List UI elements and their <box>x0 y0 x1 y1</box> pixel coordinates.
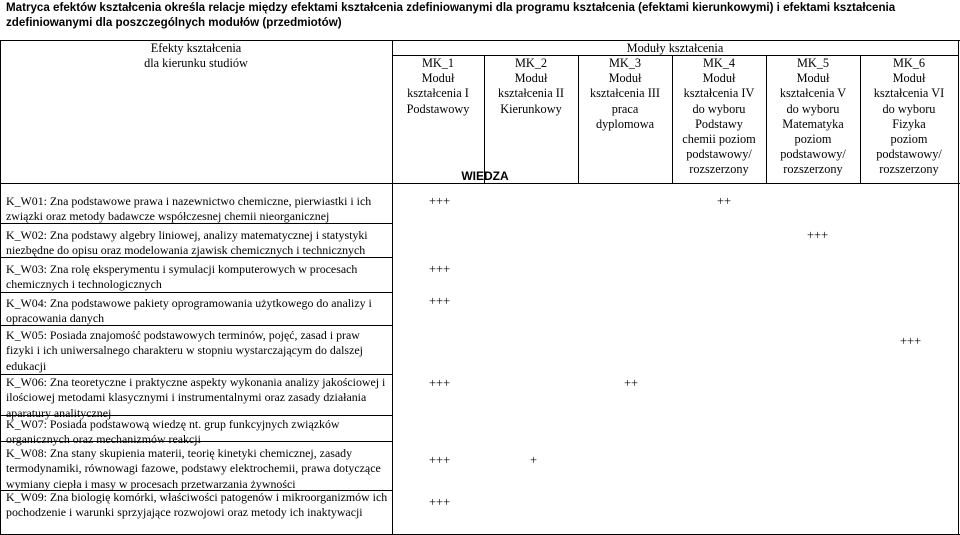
module-header-mk4: MK_4 Moduł kształcenia IV do wyboru Podstawy chemii poziom podstawowy/ rozszerzony <box>682 56 756 177</box>
mark-kw02-mk5: +++ <box>807 228 829 242</box>
mark-kw06-mk2: ++ <box>624 376 639 390</box>
mark-kw05-mk6: +++ <box>900 334 922 348</box>
mark-kw01-mk4: ++ <box>717 194 732 208</box>
effect-kw03: K_W03: Zna rolę eksperymentu i symulacji komputerowych w procesach chemicznych i technologicznych <box>6 262 358 292</box>
module-header-mk1: MK_1 Moduł kształcenia I Podstawowy <box>406 56 470 116</box>
mark-kw08-mk2: + <box>530 453 538 467</box>
module-header-mk3: MK_3 Moduł kształcenia III praca dyplomowa <box>590 56 660 131</box>
mark-kw09-mk1: +++ <box>429 495 451 509</box>
effect-kw04: K_W04: Zna podstawowe pakiety oprogramowania użytkowego do analizy i opracowania danych <box>6 296 372 326</box>
effect-kw06: K_W06: Zna teoretyczne i praktyczne aspekty wykonania analizy jakościowej i ilościowej metodami klasycznymi i instrumentalnymi oraz zasady działania aparatury analitycznej <box>6 375 386 420</box>
effect-kw01: K_W01: Zna podstawowe prawa i nazewnictwo chemiczne, pierwiastki i ich związki oraz metody badawcze współczesnej chemii nieorganicznej <box>6 194 372 224</box>
effect-kw02: K_W02: Zna podstawy algebry liniowej, analizy matematycznej i statystyki niezbędne do opisu oraz modelowania zjawisk chemicznych i technicznych <box>6 228 368 258</box>
effects-column-header: Efekty kształcenia dla kierunku studiów <box>144 41 248 71</box>
mark-kw01-mk1: +++ <box>429 194 451 208</box>
wiedza-label: WIEDZA <box>461 169 509 183</box>
mark-kw06-mk1: +++ <box>429 376 451 390</box>
table-border-left <box>0 40 1 535</box>
module-header-mk5: MK_5 Moduł kształcenia V do wyboru Matematyka poziom podstawowy/ rozszerzony <box>779 56 847 177</box>
mark-kw08-mk1: +++ <box>429 453 451 467</box>
effect-kw05: K_W05: Posiada znajomość podstawowych terminów, pojęć, zasad i praw fizyki i ich uniwersalnego charakteru w stopniu wystarczającym do dalszej edukacji <box>6 328 363 373</box>
effect-kw09: K_W09: Zna biologię komórki, właściwości patogenów i mikroorganizmów ich pochodzenie i warunki sprzyjające rozwojowi oraz metody ich inaktywacji <box>6 490 388 520</box>
effects-matrix-table <box>0 40 960 535</box>
modules-header: Moduły kształcenia <box>626 41 724 55</box>
table-border-right <box>958 40 959 535</box>
mark-kw03-mk1: +++ <box>429 262 451 276</box>
module-header-mk2: MK_2 Moduł kształcenia II Kierunkowy <box>498 56 564 116</box>
document-title: Matryca efektów kształcenia określa relacje między efektami kształcenia zdefiniowanymi dla programu kształcenia (efektami kierunkowymi) i efektami kształcenia zdefiniowanymi dla poszczególnych modułów (przedmiotów) <box>6 1 896 29</box>
effect-kw07: K_W07: Posiada podstawową wiedzę nt. grup funkcyjnych związków organicznych oraz mechanizmów reakcji <box>6 417 340 447</box>
mark-kw04-mk1: +++ <box>429 294 451 308</box>
effect-kw08: K_W08: Zna stany skupienia materii, teorię kinetyki chemicznej, zasady termodynamiki, równowagi fazowe, podstawy elektrochemii, prawa dotyczące wymiany ciepła i masy w procesach przetwarzania żywności <box>6 446 381 491</box>
module-header-mk6: MK_6 Moduł kształcenia VI do wyboru Fizyka poziom podstawowy/ rozszerzony <box>873 56 945 177</box>
